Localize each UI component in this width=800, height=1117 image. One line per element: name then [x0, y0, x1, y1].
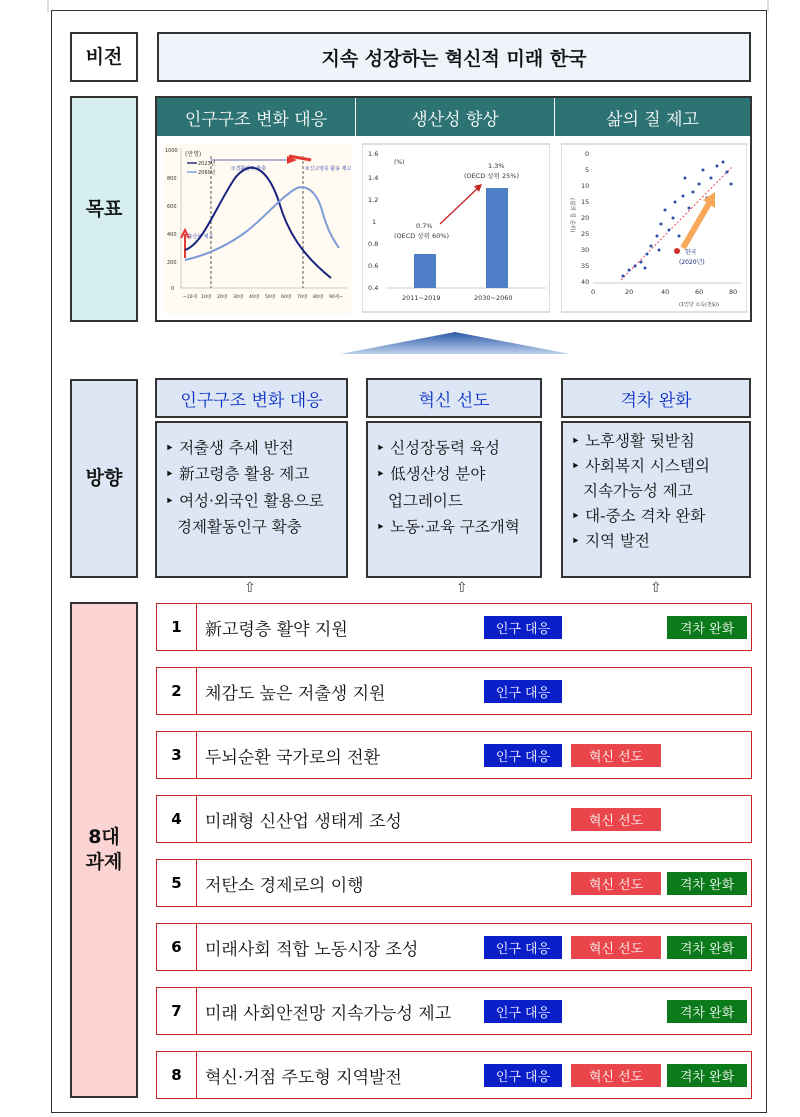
chart2-ytick: 1.2: [368, 196, 379, 204]
tasks-label-line1: 8대: [88, 826, 120, 849]
task-number: 2: [157, 668, 197, 714]
chart2-bar2-note: (OECD 상위 25%): [464, 172, 519, 180]
chart1-xtick: 10대: [201, 295, 212, 300]
direction-label: 방향: [70, 379, 138, 578]
chart2-xtick-1: 2011~2019: [402, 294, 441, 302]
chart1-ytick: 0: [171, 286, 175, 292]
direction-item: ‣ 지역 발전: [571, 532, 650, 551]
chart3-ylabel: (삶의 질 순위): [569, 198, 575, 233]
chart1-ytick: 800: [167, 176, 177, 182]
task-title: 혁신·거점 주도형 지역발전: [205, 1067, 402, 1088]
task-title: 두뇌순환 국가로의 전환: [205, 747, 381, 768]
tag-gap: 격차 완화: [667, 616, 747, 639]
up-arrow-icon: ⇧: [456, 580, 468, 596]
direction-item: ‣ 저출생 추세 반전: [165, 439, 294, 457]
bullet-icon: ‣: [571, 432, 586, 450]
task-row: [156, 795, 752, 843]
chart1-ytick: 400: [167, 232, 177, 238]
direction-item: 경제활동인구 확충: [177, 518, 302, 537]
chart1-ytick: 600: [167, 204, 177, 210]
bullet-icon: ‣: [376, 439, 391, 457]
task-number: 1: [157, 604, 197, 650]
chart1-annotation-3: ③출산율 제고: [183, 234, 214, 240]
population-chart: [163, 138, 351, 320]
chart3-ytick: 25: [581, 230, 590, 238]
task-number: 8: [157, 1052, 197, 1098]
chart2-bar1-note: (OECD 상위 60%): [394, 232, 449, 240]
chart2-bar1-value: 0.7%: [416, 222, 433, 230]
chart2-ytick: 0.6: [368, 262, 379, 270]
tag-innovation: 혁신 선도: [571, 872, 661, 895]
direction-item: ‣ 신성장동력 육성: [376, 439, 500, 457]
tag-population: 인구 대응: [484, 680, 562, 703]
direction-body-gap: [561, 421, 751, 578]
goals-panel: [155, 96, 752, 322]
task-title: 저탄소 경제로의 이행: [205, 875, 364, 896]
tag-innovation: 혁신 선도: [571, 744, 661, 767]
chart1-legend-2060: 2060년: [198, 170, 216, 176]
direction-item: ‣ 노동·교육 구조개혁: [376, 518, 520, 537]
tag-gap: 격차 완화: [667, 936, 747, 959]
chart3-ytick: 15: [581, 198, 590, 206]
direction-header-population: 인구구조 변화 대응: [155, 378, 348, 418]
goals-label: 목표: [70, 96, 138, 322]
chart3-korea-year: (2020년): [679, 259, 705, 266]
chart1-legend-2023: 2023년: [198, 161, 216, 167]
chart1-xtick: 40대: [249, 295, 260, 300]
chart1-xtick: 50대: [265, 295, 276, 300]
direction-item: ‣ 여성·외국인 활용으로: [165, 491, 324, 510]
chart3-ytick: 10: [581, 182, 590, 190]
chart1-unit: (만명): [185, 151, 202, 158]
bullet-icon: ‣: [165, 439, 180, 457]
direction-header-gap: 격차 완화: [561, 378, 751, 418]
chart3-xtick: 0: [591, 288, 596, 296]
task-number: 7: [157, 988, 197, 1034]
tag-innovation: 혁신 선도: [571, 1064, 661, 1087]
bullet-icon: ‣: [571, 507, 586, 526]
tag-innovation: 혁신 선도: [571, 936, 661, 959]
chart1-xtick: 20대: [217, 295, 228, 300]
bullet-icon: ‣: [165, 465, 180, 484]
up-arrow-icon: ⇧: [650, 580, 662, 596]
tag-innovation: 혁신 선도: [571, 808, 661, 831]
chart1-xtick: 60대: [281, 295, 292, 300]
direction-item: 업그레이드: [388, 491, 463, 510]
chart2-ytick: 0.8: [368, 240, 379, 248]
task-row: [156, 731, 752, 779]
vision-label: 비전: [70, 32, 138, 82]
task-number: 5: [157, 860, 197, 906]
direction-item: ‣ 新고령층 활용 제고: [165, 465, 310, 484]
up-arrow-shape: [340, 330, 570, 356]
chart2-bar-2030-2060: [486, 188, 508, 288]
chart1-ytick: 1000: [165, 148, 178, 154]
bullet-icon: ‣: [571, 457, 586, 476]
chart3-ytick: 20: [581, 214, 590, 222]
chart3-ytick: 30: [581, 246, 590, 254]
direction-item: ‣ 低생산성 분야: [376, 465, 486, 484]
chart3-xtick: 20: [625, 288, 634, 296]
task-title: 미래 사회안전망 지속가능성 제고: [205, 1003, 452, 1024]
task-number: 3: [157, 732, 197, 778]
chart1-annotation-2: ②신고령층 활용 제고: [305, 166, 351, 172]
task-number: 4: [157, 796, 197, 842]
goal-header-population: 인구구조 변화 대응: [157, 98, 356, 136]
direction-header-innovation: 혁신 선도: [366, 378, 542, 418]
productivity-chart: [362, 138, 550, 320]
chart1-xtick: 70대: [297, 295, 308, 300]
chart2-ytick: 1.4: [368, 174, 379, 182]
chart1-annotation-1: ①경활인구 확충: [231, 166, 267, 172]
chart1-xtick: 80대: [313, 295, 324, 300]
chart2-ytick: 1: [372, 218, 377, 226]
direction-item: ‣ 노후생활 뒷받침: [571, 432, 695, 450]
up-arrow-icon: ⇧: [244, 580, 256, 596]
chart3-xtick: 40: [661, 288, 670, 296]
direction-item: 지속가능성 제고: [583, 482, 693, 501]
tag-gap: 격차 완화: [667, 1064, 747, 1087]
tasks-label: [70, 602, 138, 1098]
chart2-unit: (%): [394, 159, 405, 166]
tag-population: 인구 대응: [484, 744, 562, 767]
vision-text: 지속 성장하는 혁신적 미래 한국: [157, 32, 751, 82]
chart3-xtick: 80: [729, 288, 738, 296]
tag-population: 인구 대응: [484, 616, 562, 639]
chart2-ytick: 1.6: [368, 150, 379, 158]
task-row: [156, 667, 752, 715]
task-row: [156, 987, 752, 1035]
chart2-bar2-value: 1.3%: [488, 162, 505, 170]
task-title: 미래형 신산업 생태계 조성: [205, 811, 402, 832]
chart1-ytick: 200: [167, 260, 177, 266]
tag-gap: 격차 완화: [667, 872, 747, 895]
chart3-xtick: 60: [695, 288, 704, 296]
task-title: 新고령층 활약 지원: [205, 619, 348, 640]
bullet-icon: ‣: [571, 532, 586, 551]
chart2-ytick: 0.4: [368, 284, 379, 292]
goal-header-productivity: 생산성 향상: [356, 98, 555, 136]
chart1-xtick: ~10세: [183, 295, 197, 300]
task-row: [156, 603, 752, 651]
direction-body-population: [155, 421, 348, 578]
chart2-bar-2011-2019: [414, 254, 436, 288]
chart3-korea-label: 한국: [685, 249, 697, 256]
goal-header-quality: 삶의 질 제고: [555, 98, 750, 136]
chart3-ytick: 35: [581, 262, 590, 270]
chart3-ytick: 0: [585, 150, 590, 158]
task-number: 6: [157, 924, 197, 970]
bullet-icon: ‣: [165, 491, 180, 510]
chart2-xtick-2: 2030~2060: [474, 294, 513, 302]
bullet-icon: ‣: [376, 518, 391, 537]
tag-population: 인구 대응: [484, 1000, 562, 1023]
tag-population: 인구 대응: [484, 936, 562, 959]
chart3-ytick: 5: [585, 166, 590, 174]
task-title: 체감도 높은 저출생 지원: [205, 683, 386, 704]
quality-scatter-chart: [561, 138, 747, 320]
task-title: 미래사회 적합 노동시장 조성: [205, 939, 419, 960]
tag-gap: 격차 완화: [667, 1000, 747, 1023]
direction-body-innovation: [366, 421, 542, 578]
task-row: [156, 859, 752, 907]
task-row: [156, 923, 752, 971]
bullet-icon: ‣: [376, 465, 391, 484]
tasks-label-line2: 과제: [85, 851, 123, 873]
tag-population: 인구 대응: [484, 1064, 562, 1087]
task-row: [156, 1051, 752, 1099]
chart3-korea-point: [674, 248, 680, 254]
direction-item: ‣ 대-중소 격차 완화: [571, 507, 706, 526]
direction-item: ‣ 사회복지 시스템의: [571, 457, 710, 476]
chart1-xtick: 30대: [233, 295, 244, 300]
chart3-ytick: 40: [581, 278, 590, 286]
chart3-xlabel: (1인당 소득(천$)): [679, 302, 719, 308]
chart1-xtick: 90세~: [329, 295, 343, 300]
